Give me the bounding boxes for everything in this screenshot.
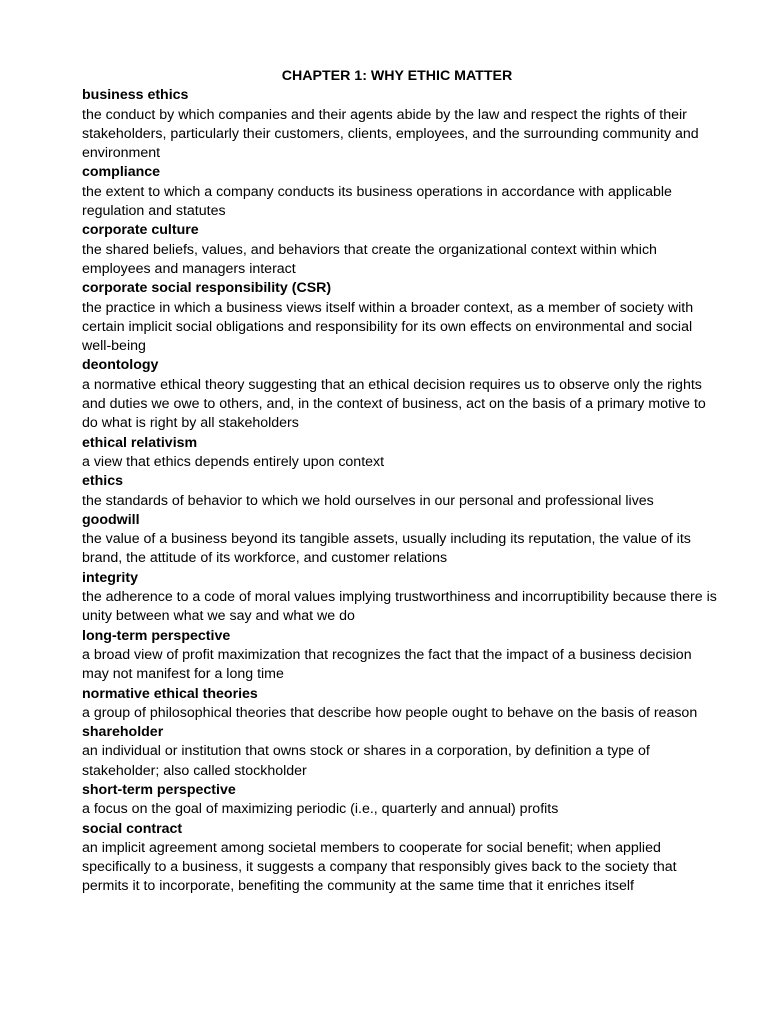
glossary-definition: a broad view of profit maximization that recognizes the fact that the impact of a business decision may not manifest for a long time (82, 646, 692, 683)
glossary-entry (82, 820, 718, 897)
glossary-entry (82, 279, 718, 356)
glossary-entry (82, 685, 718, 724)
glossary-entry (82, 221, 718, 279)
glossary-term: deontology (82, 357, 159, 374)
glossary-term: short-term perspective (82, 781, 236, 798)
glossary-definition: the practice in which a business views itself within a broader context, as a member of society with certain implicit social obligations and responsibility for its own effects on environmental and social well-being (82, 299, 694, 355)
glossary-entry (82, 723, 718, 781)
glossary-term: ethics (82, 473, 124, 490)
glossary-definition: the shared beliefs, values, and behaviors that create the organizational context within which employees and managers interact (82, 241, 657, 277)
glossary-term: normative ethical theories (82, 685, 258, 702)
glossary-definition: a group of philosophical theories that describe how people ought to behave on the basis of reason (82, 704, 698, 721)
glossary-definition: the extent to which a company conducts its business operations in accordance with applicable regulation and statutes (82, 183, 672, 220)
glossary-entry (82, 86, 718, 163)
glossary-term: compliance (82, 164, 161, 181)
glossary-entry (82, 781, 718, 820)
glossary-definition: the standards of behavior to which we hold ourselves in our personal and professional lives (82, 492, 654, 509)
glossary-term: long-term perspective (82, 627, 231, 644)
glossary-definition: an implicit agreement among societal members to cooperate for social benefit; when applied specifically to a business, it suggests a company that responsibly gives back to the society that permits it to incorporate, benefiting the community at the same time that it enriches itself (82, 839, 677, 895)
glossary-definition: the conduct by which companies and their agents abide by the law and respect the rights of their stakeholders, particularly their customers, clients, employees, and the surrounding community and environment (82, 106, 699, 162)
glossary-definition: a view that ethics depends entirely upon context (82, 453, 385, 470)
glossary-term: ethical relativism (82, 434, 198, 451)
glossary-term: goodwill (82, 511, 140, 528)
glossary-term: integrity (82, 569, 138, 586)
glossary-definition: an individual or institution that owns stock or shares in a corporation, by definition a type of stakeholder; also called stockholder (82, 743, 650, 779)
glossary-term: corporate culture (82, 222, 199, 239)
glossary-entry (82, 434, 718, 473)
glossary-term: shareholder (82, 724, 164, 741)
glossary-list (82, 86, 718, 896)
glossary-term: business ethics (82, 87, 189, 104)
glossary-entry (82, 569, 718, 627)
glossary-definition: a focus on the goal of maximizing periodic (i.e., quarterly and annual) profits (82, 801, 559, 818)
chapter-title: CHAPTER 1: WHY ETHIC MATTER (281, 68, 513, 84)
glossary-entry (82, 511, 718, 569)
glossary-entry (82, 472, 718, 511)
glossary-term: social contract (82, 820, 183, 837)
glossary-term: corporate social responsibility (CSR) (82, 280, 332, 297)
glossary-entry (82, 163, 718, 221)
glossary-definition: the value of a business beyond its tangible assets, usually including its reputation, the value of its brand, the attitude of its workforce, and customer relations (82, 531, 691, 567)
glossary-definition: the adherence to a code of moral values implying trustworthiness and incorruptibility because there is unity between what we say and what we do (82, 589, 717, 625)
glossary-entry (82, 356, 718, 433)
glossary-entry (82, 627, 718, 685)
glossary-definition: a normative ethical theory suggesting that an ethical decision requires us to observe only the rights and duties we owe to others, and, in the context of business, act on the basis of a primary motive to do what is right by all stakeholders (82, 376, 706, 432)
